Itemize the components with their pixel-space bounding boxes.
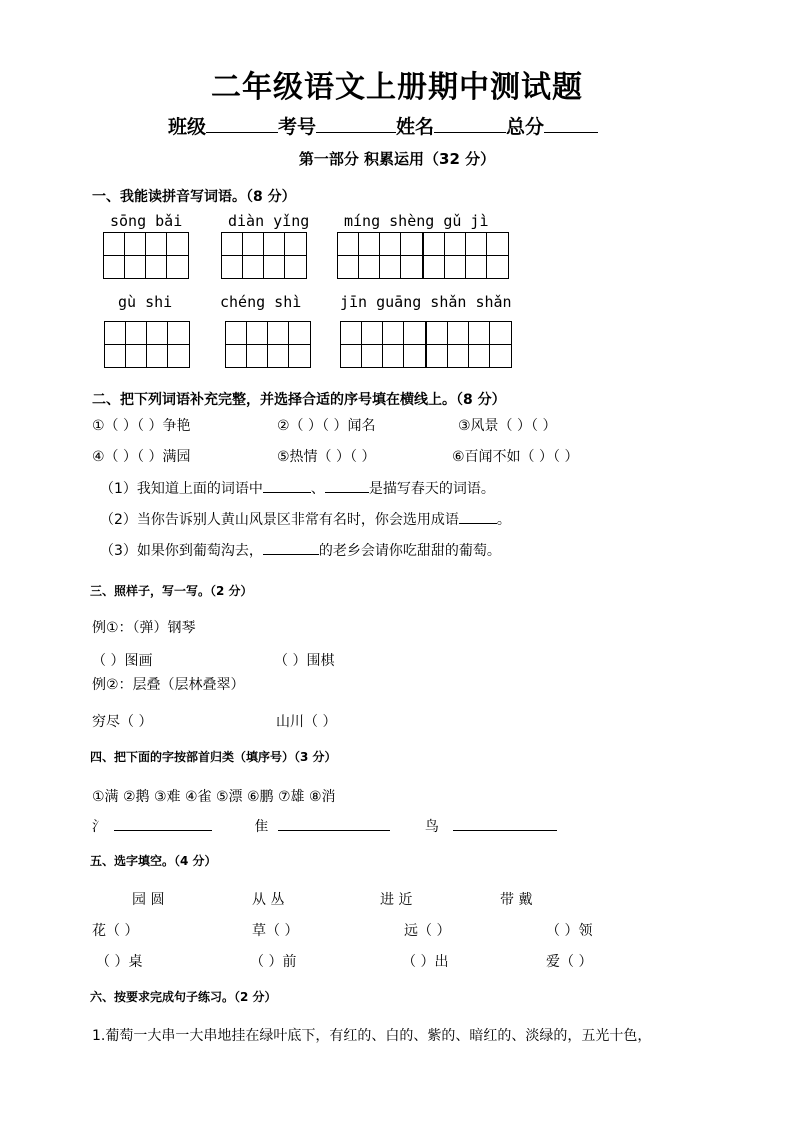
answer-blank[interactable] — [459, 509, 497, 524]
section-1-heading: 一、我能读拼音写词语。（8 分） — [92, 189, 296, 205]
fill-item: （ ）图画 — [92, 653, 153, 669]
name-blank[interactable] — [434, 114, 506, 133]
char-grid[interactable] — [426, 321, 512, 368]
example-2: 例②：层叠（层林叠翠） — [92, 677, 245, 693]
idiom-item: ②（ ）（ ）闻名 — [277, 418, 376, 434]
fill-item: （ ）领 — [546, 923, 593, 939]
char-pair: 园 圆 — [132, 892, 165, 908]
char-grid[interactable] — [423, 232, 509, 279]
section-4-heading: 四、把下面的字按部首归类（填序号）（3 分） — [90, 750, 337, 764]
fill-item: 远（ ） — [404, 923, 451, 939]
idiom-item: ⑥百闻不如（ ）（ ） — [452, 449, 579, 465]
answer-blank[interactable] — [453, 816, 557, 831]
char-pair: 带 戴 — [500, 892, 533, 908]
class-blank[interactable] — [206, 114, 278, 133]
fill-item: 爱（ ） — [546, 954, 593, 970]
answer-blank[interactable] — [325, 478, 369, 493]
fill-item: 花（ ） — [92, 923, 139, 939]
question-2-1: （1）我知道上面的词语中 、 是描写春天的词语。 — [100, 478, 495, 498]
section-3-heading: 三、照样子，写一写。（2 分） — [90, 584, 253, 598]
fill-item: （ ）前 — [250, 954, 297, 970]
fill-item: （ ）出 — [402, 954, 449, 970]
char-grid[interactable] — [221, 232, 307, 279]
fill-item: 草（ ） — [252, 923, 299, 939]
char-pair: 从 丛 — [252, 892, 285, 908]
char-list: ①满 ②鹅 ③难 ④雀 ⑤漂 ⑥鹏 ⑦雄 ⑧消 — [92, 789, 336, 805]
score-label: 总分 — [506, 116, 545, 138]
section-6-heading: 六、按要求完成句子练习。（2 分） — [90, 990, 277, 1004]
char-pair: 进 近 — [380, 892, 413, 908]
pinyin-4: gù shi — [118, 293, 173, 311]
question-2-3: （3）如果你到葡萄沟去， 的老乡会请你吃甜甜的葡萄。 — [100, 540, 501, 560]
pinyin-3: míng shèng gǔ jì — [344, 212, 489, 230]
pinyin-1: sōng bǎi — [110, 212, 183, 230]
name-label: 姓名 — [396, 116, 435, 138]
fill-item: 山川（ ） — [276, 714, 337, 730]
char-grid[interactable] — [104, 321, 190, 368]
answer-blank[interactable] — [114, 816, 212, 831]
page-title: 二年级语文上册期中测试题 — [211, 70, 583, 105]
student-info — [168, 112, 598, 139]
answer-blank[interactable] — [278, 816, 390, 831]
pinyin-5: chéng shì — [220, 293, 302, 311]
char-grid[interactable] — [103, 232, 189, 279]
question-2-2: （2）当你告诉别人黄山风景区非常有名时，你会选用成语 。 — [100, 509, 511, 529]
idiom-item: ③风景（ ）（ ） — [458, 418, 557, 434]
answer-blank[interactable] — [263, 540, 319, 555]
pinyin-6: jīn guāng shǎn shǎn — [340, 293, 512, 311]
section-5-heading: 五、选字填空。（4 分） — [90, 854, 217, 868]
section-2-heading: 二、把下列词语补充完整，并选择合适的序号填在横线上。（8 分） — [92, 392, 506, 408]
score-blank[interactable] — [544, 114, 598, 133]
exam-no-blank[interactable] — [316, 114, 396, 133]
idiom-item: ④（ ）（ ）满园 — [92, 449, 191, 465]
idiom-item: ①（ ）（ ）争艳 — [92, 418, 191, 434]
fill-item: 穷尽（ ） — [92, 714, 153, 730]
fill-item: （ ）桌 — [96, 954, 143, 970]
char-grid[interactable] — [337, 232, 423, 279]
fill-item: （ ）围棋 — [274, 653, 335, 669]
sentence-1: 1.葡萄一大串一大串地挂在绿叶底下，有红的、白的、紫的、暗红的、淡绿的，五光十色， — [92, 1028, 652, 1044]
answer-blank[interactable] — [263, 478, 311, 493]
pinyin-2: diàn yǐng — [228, 212, 310, 230]
idiom-item: ⑤热情（ ）（ ） — [277, 449, 376, 465]
radical-row: 氵 隹 鸟 — [92, 816, 557, 836]
exam-no-label: 考号 — [278, 116, 317, 138]
part-heading: 第一部分 积累运用（32 分） — [298, 150, 496, 168]
char-grid[interactable] — [340, 321, 426, 368]
example-1: 例①：（弹）钢琴 — [92, 620, 196, 636]
char-grid[interactable] — [225, 321, 311, 368]
class-label: 班级 — [168, 116, 207, 138]
